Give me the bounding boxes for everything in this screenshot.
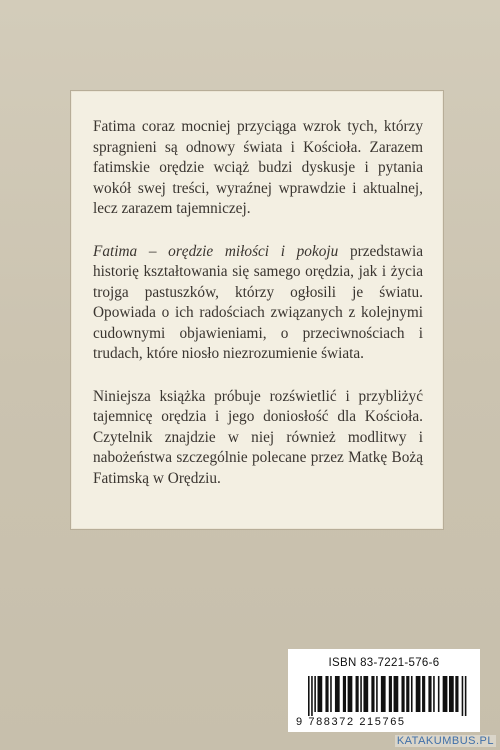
barcode-bar: [376, 676, 378, 712]
watermark: KATAKUMBUS.PL: [396, 735, 494, 747]
barcode-bar: [325, 676, 328, 712]
barcode-bar: [422, 676, 425, 712]
isbn-label: ISBN 83-7221-576-6: [328, 657, 440, 669]
barcode-bar: [360, 676, 362, 712]
barcode-bar: [330, 676, 332, 712]
barcode-bar: [416, 676, 421, 712]
barcode-bar: [401, 676, 404, 712]
barcode-icon: [308, 676, 468, 716]
barcode-block: [288, 649, 480, 732]
barcode-bar: [381, 676, 386, 712]
barcode-guard-bar: [311, 676, 313, 716]
barcode-bar: [406, 676, 409, 712]
book-title-italic: Fatima – orędzie miłości i pokoju: [93, 242, 339, 260]
barcode-bar: [314, 676, 316, 712]
blurb-paragraph-1: Fatima coraz mocniej przyciąga wzrok tych, którzy spragnieni są odnowy świata i Kościoła. Zarazem fatimskie orędzie wciąż budzi dyskusje i pytania wokół swej treści, wyraźnej wprawdzie i aktualnej, lecz zarazem tajemniczej.: [93, 118, 423, 217]
barcode-guard-bar: [465, 676, 467, 716]
barcode-guard-bar: [462, 676, 464, 716]
barcode-guard-bar: [308, 676, 310, 716]
barcode-digits: 9 788372 215765: [296, 716, 406, 728]
barcode-bar: [348, 676, 353, 712]
blurb-panel: [70, 90, 444, 530]
barcode-bar: [335, 676, 340, 712]
barcode-bar: [363, 676, 368, 712]
barcode-bar: [428, 676, 431, 712]
barcode-bar: [443, 676, 448, 712]
barcode-bar: [438, 676, 440, 712]
blurb-paragraph-2: [93, 242, 423, 365]
barcode-bar: [371, 676, 374, 712]
barcode-bar: [455, 676, 458, 712]
barcode-bar: [389, 676, 392, 712]
barcode-bar: [433, 676, 435, 712]
barcode-bar: [356, 676, 359, 712]
barcode-bar: [318, 676, 323, 712]
barcode-bar: [343, 676, 346, 712]
blurb-text: [93, 117, 423, 489]
barcode-bar: [394, 676, 399, 712]
barcode-bar: [449, 676, 454, 712]
blurb-paragraph-2-rest: przedstawia historię kształtowania się samego orędzia, jak i życia trojga pastuszków, którzy ogłosili je światu. Opowiada o ich radościach związanych z kolejnymi cudownymi objawieniami, o przeciwnościach i trudach, które niosło niezrozumienie świata.: [93, 242, 423, 362]
blurb-paragraph-3: Niniejsza książka próbuje rozświetlić i przybliżyć tajemnicę orędzia i jego doniosłość dla Kościoła. Czytelnik znajdzie w niej również modlitwy i nabożeństwa szczególnie polecane przez Matkę Bożą Fatimską w Orędziu.: [93, 387, 423, 487]
barcode-bar: [411, 676, 413, 712]
